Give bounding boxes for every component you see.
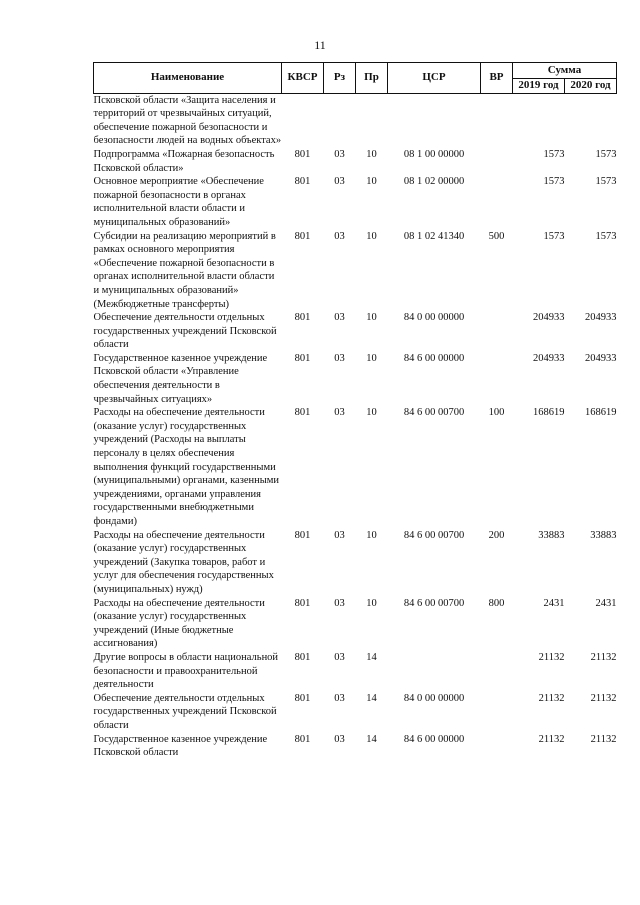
row-sum-2019: 204933 [533, 312, 565, 324]
row-sum-2020: 204933 [585, 312, 617, 324]
row-kvsr [282, 93, 324, 148]
table-row [94, 406, 617, 528]
row-vr [481, 148, 513, 175]
row-kvsr: 801 [294, 733, 311, 745]
row-csr: 84 0 00 00000 [403, 692, 465, 704]
row-csr: 84 6 00 00700 [403, 529, 465, 541]
row-rz: 03 [334, 597, 345, 609]
header-year-2020: 2020 год [565, 79, 617, 94]
row-sum-2019 [513, 93, 565, 148]
row-rz: 03 [334, 529, 345, 541]
table-row [94, 230, 617, 312]
row-rz: 03 [334, 651, 345, 663]
row-pr: 10 [366, 529, 377, 541]
row-sum-2019: 168619 [533, 407, 565, 419]
table-row [94, 93, 617, 148]
header-name: Наименование [94, 63, 282, 94]
row-csr: 08 1 02 00000 [403, 176, 465, 188]
row-rz: 03 [334, 733, 345, 745]
row-csr [388, 93, 481, 148]
row-kvsr: 801 [294, 692, 311, 704]
row-rz: 03 [334, 176, 345, 188]
row-csr [388, 651, 481, 692]
row-sum-2020: 1573 [595, 176, 617, 188]
row-kvsr: 801 [294, 230, 311, 242]
header-csr: ЦСР [388, 63, 481, 94]
row-name: Расходы на обеспечение деятельности (оказание услуг) государственных учреждений (Закупка товаров, работ и услуг для обеспечения государственных (муниципальных) нужд) [93, 529, 274, 595]
row-pr: 10 [366, 176, 377, 188]
row-vr: 500 [488, 230, 505, 242]
table-row [94, 148, 617, 175]
row-pr: 10 [366, 597, 377, 609]
row-pr: 10 [366, 312, 377, 324]
row-pr: 10 [366, 230, 377, 242]
row-kvsr: 801 [294, 176, 311, 188]
row-sum-2019: 21132 [538, 692, 565, 704]
row-sum-2019: 33883 [538, 529, 565, 541]
row-rz: 03 [334, 230, 345, 242]
page-number: 11 [314, 38, 326, 52]
header-kvsr: КВСР [282, 63, 324, 94]
row-csr: 84 6 00 00700 [403, 597, 465, 609]
row-rz [324, 93, 356, 148]
header-vr: ВР [481, 63, 513, 94]
row-sum-2019: 1573 [543, 176, 565, 188]
table-row [94, 175, 617, 229]
row-kvsr: 801 [294, 312, 311, 324]
row-sum-2019: 1573 [543, 230, 565, 242]
row-sum-2019: 21132 [538, 651, 565, 663]
row-pr: 10 [366, 148, 377, 160]
row-pr: 14 [366, 651, 377, 663]
row-name: Расходы на обеспечение деятельности (оказание услуг) государственных учреждений (Расходы на выплаты персоналу в целях обеспечения выполнения функций государственными (муниципальными) органами, казенными учреждениями, органами управления государственными внебюджетными фондами) [93, 407, 280, 527]
row-vr: 200 [488, 529, 505, 541]
row-sum-2019: 2431 [543, 597, 565, 609]
row-kvsr: 801 [294, 529, 311, 541]
header-rz: Рз [324, 63, 356, 94]
table-row [94, 529, 617, 597]
row-csr: 84 6 00 00000 [403, 352, 465, 364]
row-vr: 800 [488, 597, 505, 609]
row-vr [481, 692, 513, 733]
row-sum-2020: 204933 [585, 352, 617, 364]
row-csr: 08 1 02 41340 [403, 230, 465, 242]
row-csr: 84 6 00 00700 [403, 407, 465, 419]
header-sum: Сумма [513, 63, 617, 79]
row-rz: 03 [334, 312, 345, 324]
row-sum-2020: 1573 [595, 148, 617, 160]
row-kvsr: 801 [294, 651, 311, 663]
row-kvsr: 801 [294, 352, 311, 364]
row-kvsr: 801 [294, 148, 311, 160]
row-name: Основное мероприятие «Обеспечение пожарной безопасности в органах исполнительной власти области и муниципальных образований» [93, 176, 264, 228]
budget-table [93, 62, 617, 760]
row-csr: 84 0 00 00000 [403, 312, 465, 324]
row-name: Государственное казенное учреждение Псковской области [93, 733, 268, 759]
row-vr [481, 651, 513, 692]
row-name: Обеспечение деятельности отдельных государственных учреждений Псковской области [93, 312, 277, 351]
row-rz: 03 [334, 407, 345, 419]
row-sum-2020 [565, 93, 617, 148]
row-sum-2020: 21132 [590, 733, 617, 745]
row-name: Псковской области «Защита населения и территорий от чрезвычайных ситуаций, обеспечение пожарной безопасности и безопасности людей на водных объектах» [93, 94, 282, 147]
row-sum-2019: 1573 [543, 148, 565, 160]
row-vr [481, 352, 513, 406]
row-vr [481, 733, 513, 760]
row-vr [481, 311, 513, 352]
row-sum-2020: 2431 [595, 597, 617, 609]
row-csr: 84 6 00 00000 [403, 733, 465, 745]
row-name: Обеспечение деятельности отдельных государственных учреждений Псковской области [93, 692, 277, 731]
table-row [94, 352, 617, 406]
row-sum-2020: 1573 [595, 230, 617, 242]
table-row [94, 311, 617, 352]
row-sum-2020: 21132 [590, 651, 617, 663]
row-rz: 03 [334, 352, 345, 364]
row-vr: 100 [488, 407, 505, 419]
row-name: Субсидии на реализацию мероприятий в рамках основного мероприятия «Обеспечение пожарной безопасности в органах исполнительной власти области и муниципальных образований» (Межбюджетные трансферты) [93, 230, 276, 310]
row-pr: 10 [366, 352, 377, 364]
row-sum-2020: 33883 [590, 529, 617, 541]
row-sum-2019: 204933 [533, 352, 565, 364]
table-row [94, 651, 617, 692]
header-year-2019: 2019 год [513, 79, 565, 94]
header-pr: Пр [356, 63, 388, 94]
row-kvsr: 801 [294, 597, 311, 609]
table-row [94, 733, 617, 760]
row-kvsr: 801 [294, 407, 311, 419]
row-sum-2020: 21132 [590, 692, 617, 704]
row-pr: 14 [366, 733, 377, 745]
row-pr: 14 [366, 692, 377, 704]
row-sum-2019: 21132 [538, 733, 565, 745]
row-name: Подпрограмма «Пожарная безопасность Псковской области» [93, 148, 275, 174]
row-csr: 08 1 00 00000 [403, 148, 465, 160]
row-name: Государственное казенное учреждение Псковской области «Управление обеспечения деятельности в чрезвычайных ситуациях» [93, 352, 268, 405]
row-pr: 10 [366, 407, 377, 419]
row-rz: 03 [334, 148, 345, 160]
row-pr [356, 93, 388, 148]
row-name: Другие вопросы в области национальной безопасности и правоохранительной деятельности [93, 651, 279, 691]
row-sum-2020: 168619 [585, 407, 617, 419]
row-name: Расходы на обеспечение деятельности (оказание услуг) государственных учреждений (Иные бюджетные ассигнования) [93, 597, 265, 650]
table-row [94, 597, 617, 651]
table-row [94, 692, 617, 733]
row-vr [481, 175, 513, 229]
row-vr [481, 93, 513, 148]
row-rz: 03 [334, 692, 345, 704]
